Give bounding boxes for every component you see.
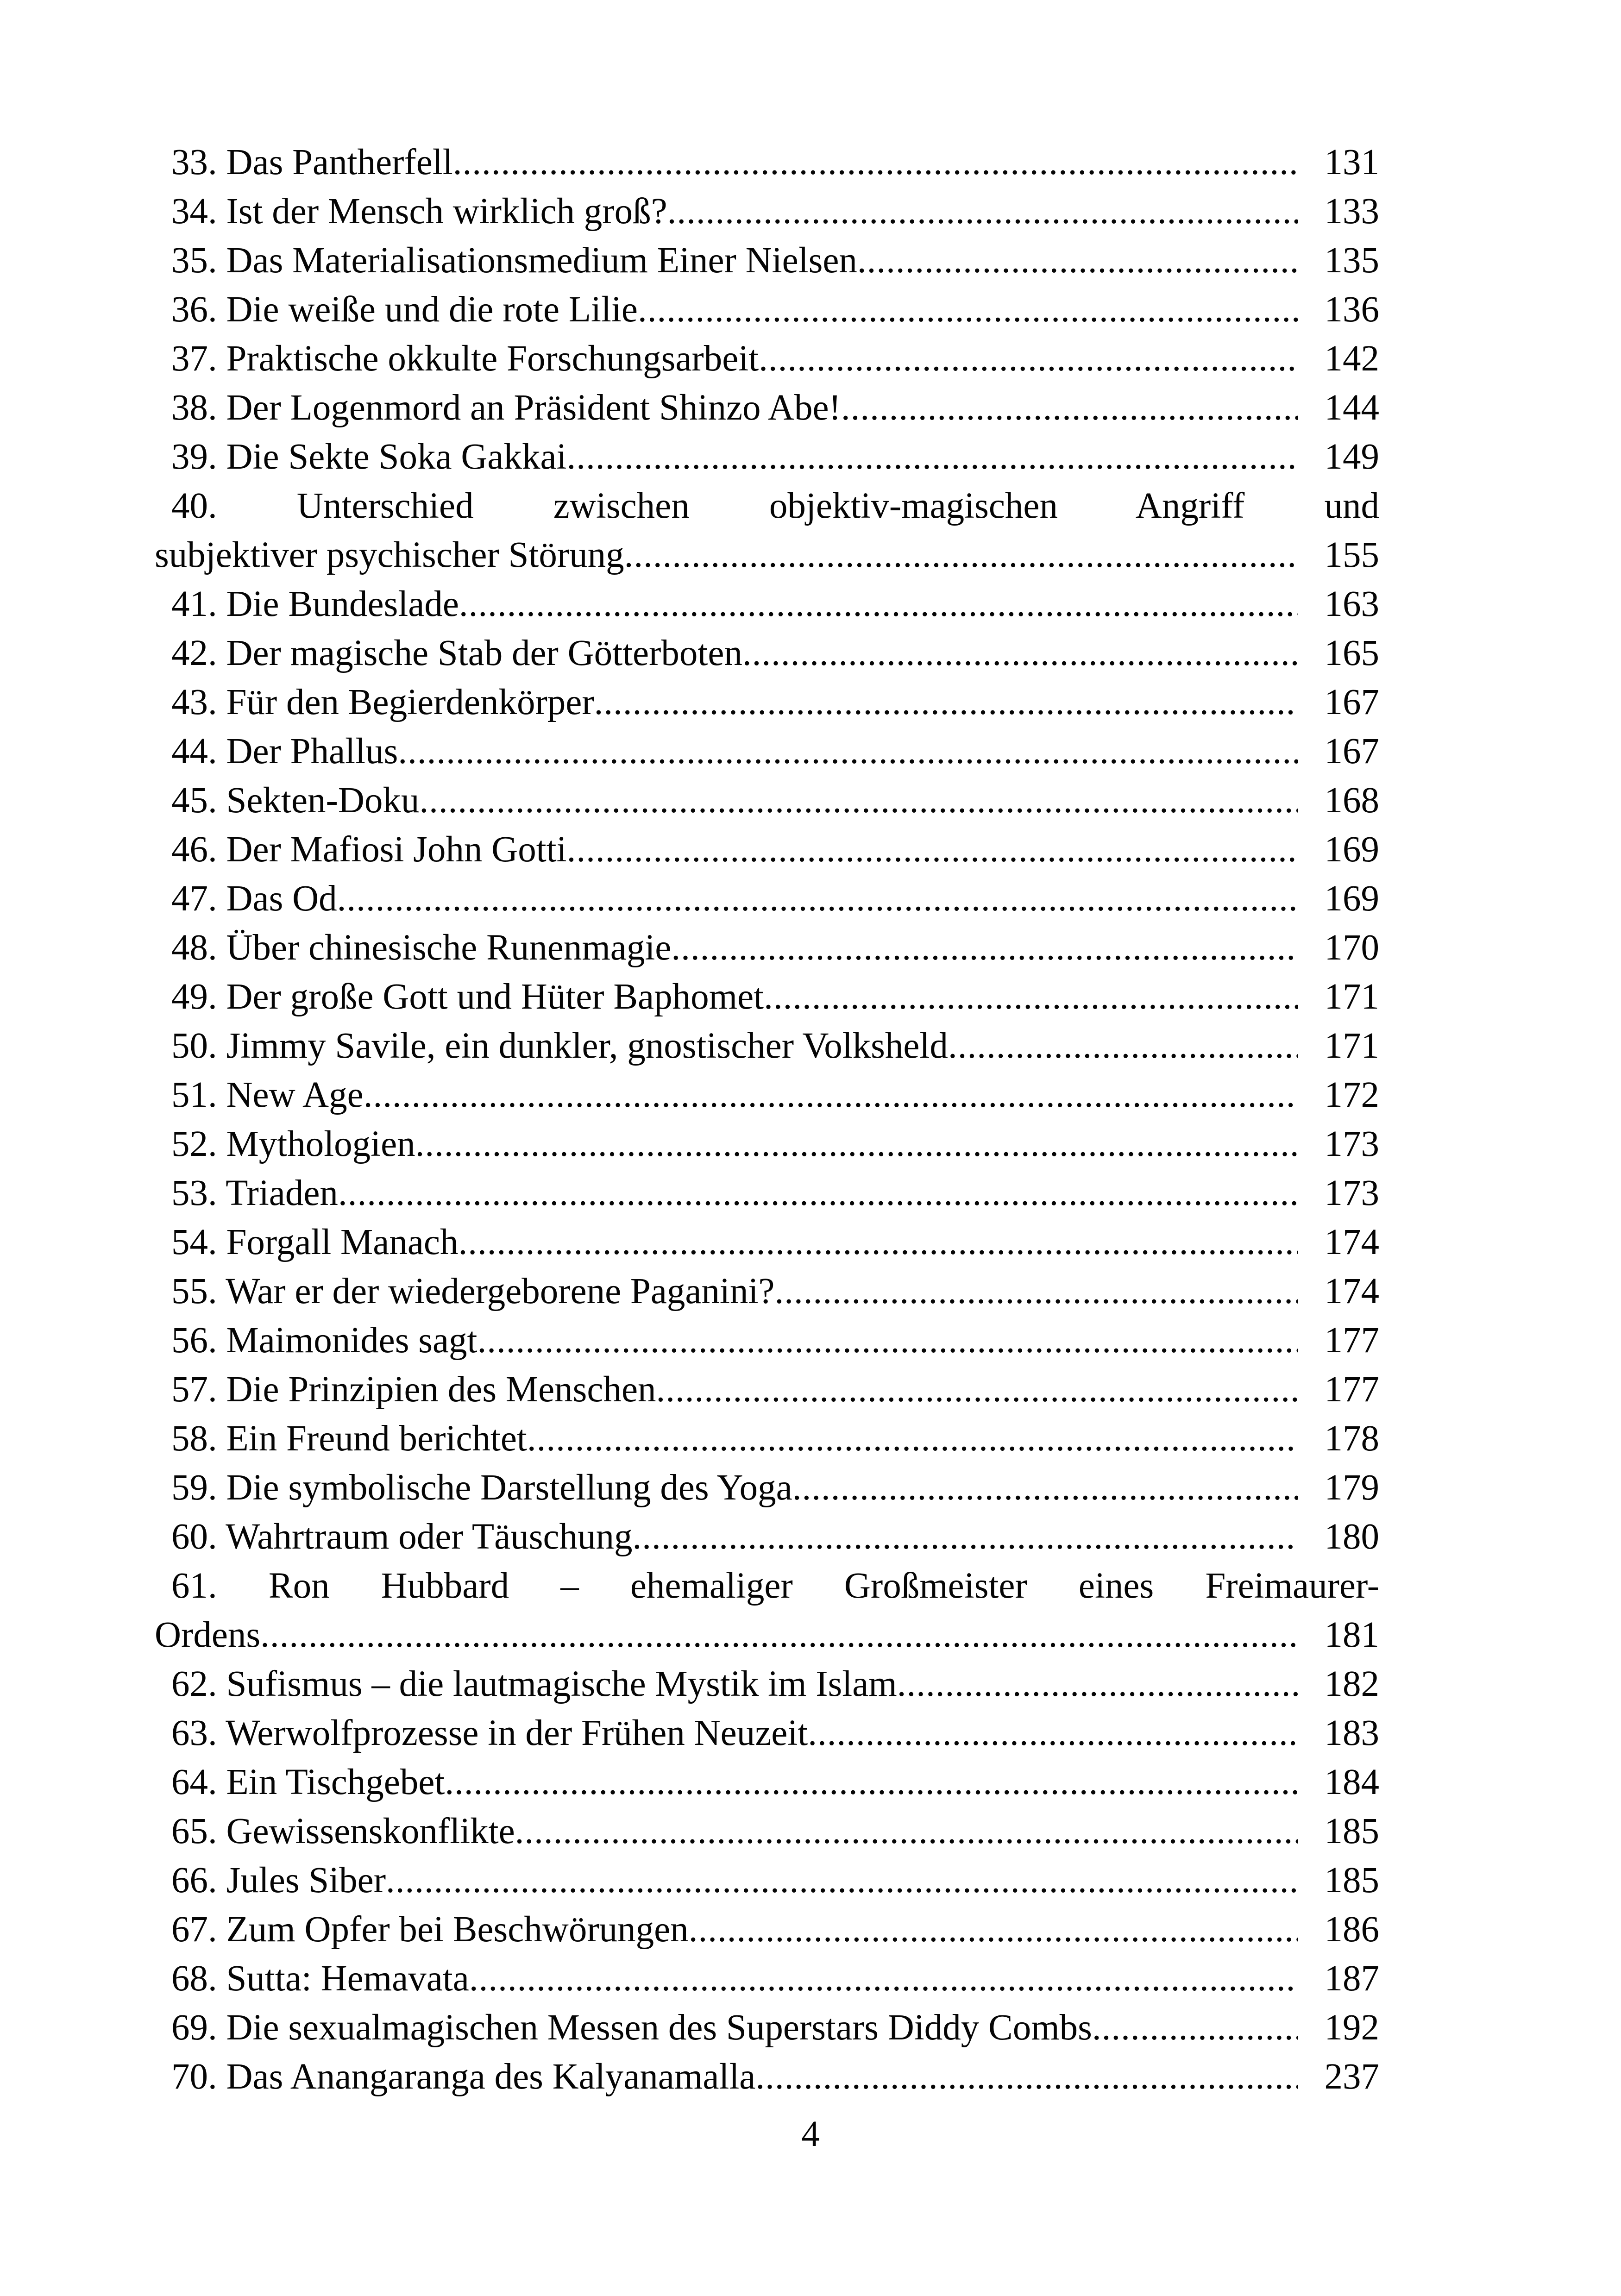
toc-entry bbox=[155, 678, 1379, 727]
toc-entry bbox=[155, 580, 1379, 629]
toc-entry-page: 172 bbox=[1324, 1075, 1379, 1115]
toc-entry bbox=[155, 874, 1379, 923]
toc-entry-label: 41. Die Bundeslade bbox=[171, 584, 459, 624]
toc-entry-label: 50. Jimmy Savile, ein dunkler, gnostischer Volksheld bbox=[171, 1026, 948, 1066]
dot-leader bbox=[515, 1807, 1298, 1856]
toc-entry bbox=[155, 1169, 1379, 1218]
toc-entry-label: 55. War er der wiedergeborene Paganini? bbox=[171, 1271, 775, 1311]
toc-entry bbox=[155, 1071, 1379, 1120]
dot-leader bbox=[671, 923, 1298, 972]
toc-entry bbox=[155, 825, 1379, 874]
toc-entry-page: 167 bbox=[1324, 731, 1379, 772]
toc-entry bbox=[155, 383, 1379, 433]
dot-leader bbox=[459, 580, 1298, 629]
toc-entry-label: 69. Die sexualmagischen Messen des Superstars Diddy Combs bbox=[171, 2007, 1092, 2048]
dot-leader bbox=[808, 1709, 1298, 1758]
dot-leader bbox=[638, 285, 1298, 334]
toc-entry-label-line1: 40. Unterschied zwischen objektiv-magischen Angriff und bbox=[171, 486, 1379, 526]
toc-entry bbox=[155, 1954, 1379, 2003]
toc-entry bbox=[155, 1709, 1379, 1758]
toc-entry bbox=[155, 972, 1379, 1022]
toc-entry-label: 70. Das Anangaranga des Kalyanamalla bbox=[171, 2057, 756, 2097]
dot-leader bbox=[567, 825, 1298, 874]
toc-entry-label: 33. Das Pantherfell bbox=[171, 142, 453, 182]
toc-entry-label: 42. Der magische Stab der Götterboten bbox=[171, 633, 742, 673]
toc-entry-label: 54. Forgall Manach bbox=[171, 1222, 459, 1262]
dot-leader bbox=[689, 1905, 1298, 1954]
toc-entry-page: 174 bbox=[1324, 1222, 1379, 1262]
toc-entry-page: 182 bbox=[1324, 1664, 1379, 1704]
toc-entry-continuation bbox=[155, 1611, 1379, 1660]
dot-leader bbox=[364, 1071, 1298, 1120]
dot-leader bbox=[656, 1365, 1298, 1414]
dot-leader bbox=[948, 1022, 1298, 1071]
toc-entry-page: 192 bbox=[1324, 2007, 1379, 2048]
toc-entry bbox=[155, 1807, 1379, 1856]
dot-leader bbox=[337, 874, 1298, 923]
toc-entry bbox=[155, 138, 1379, 187]
page-number-footer bbox=[0, 2110, 1621, 2159]
dot-leader bbox=[633, 1512, 1298, 1562]
toc-entry-page: 180 bbox=[1324, 1517, 1379, 1557]
toc-entry-label: 68. Sutta: Hemavata bbox=[171, 1958, 469, 1999]
dot-leader bbox=[897, 1660, 1298, 1709]
toc-entry-page: 177 bbox=[1324, 1369, 1379, 1410]
dot-leader bbox=[742, 629, 1298, 678]
toc-entry bbox=[155, 187, 1379, 236]
toc-entry-label: 63. Werwolfprozesse in der Frühen Neuzeit bbox=[171, 1713, 808, 1753]
toc-entry bbox=[155, 2003, 1379, 2052]
toc-entry-label: 58. Ein Freund berichtet bbox=[171, 1418, 527, 1459]
toc-entry-page: 178 bbox=[1324, 1418, 1379, 1459]
toc-entry-label-line2: Ordens bbox=[155, 1615, 261, 1655]
toc-entry-label: 64. Ein Tischgebet bbox=[171, 1762, 445, 1802]
toc-entry-page: 173 bbox=[1324, 1173, 1379, 1213]
toc-entry-page: 133 bbox=[1324, 191, 1379, 232]
toc-entry-page: 184 bbox=[1324, 1762, 1379, 1802]
toc-entry bbox=[155, 1022, 1379, 1071]
dot-leader bbox=[566, 433, 1298, 482]
dot-leader bbox=[624, 531, 1298, 580]
dot-leader bbox=[398, 727, 1298, 776]
toc-entry-page: 169 bbox=[1324, 829, 1379, 870]
toc-entry-page: 168 bbox=[1324, 780, 1379, 821]
toc-entry bbox=[155, 923, 1379, 972]
toc-entry bbox=[155, 1758, 1379, 1807]
toc-entry bbox=[155, 727, 1379, 776]
dot-leader bbox=[755, 2052, 1298, 2102]
toc-entry-label: 43. Für den Begierdenkörper bbox=[171, 682, 594, 722]
toc-entry-page: 163 bbox=[1324, 584, 1379, 624]
toc-entry-page: 155 bbox=[1324, 535, 1379, 575]
toc-entry-page: 131 bbox=[1324, 142, 1379, 182]
toc-entry-label: 57. Die Prinzipien des Menschen bbox=[171, 1369, 656, 1410]
toc-entry-page: 142 bbox=[1324, 339, 1379, 379]
toc-entry-page: 185 bbox=[1324, 1811, 1379, 1851]
toc-entry bbox=[155, 482, 1379, 580]
dot-leader bbox=[759, 334, 1298, 383]
toc-entry-page: 135 bbox=[1324, 240, 1379, 281]
toc-entry-label: 37. Praktische okkulte Forschungsarbeit bbox=[171, 339, 759, 379]
toc-entry-page: 136 bbox=[1324, 289, 1379, 330]
toc-entry-page: 171 bbox=[1324, 977, 1379, 1017]
toc-entry-label: 60. Wahrtraum oder Täuschung bbox=[171, 1517, 633, 1557]
toc-entry-page: 179 bbox=[1324, 1468, 1379, 1508]
toc-entry-label: 49. Der große Gott und Hüter Baphomet bbox=[171, 977, 764, 1017]
toc-entry bbox=[155, 2052, 1379, 2102]
toc-entry-page: 171 bbox=[1324, 1026, 1379, 1066]
toc-entry-label: 52. Mythologien bbox=[171, 1124, 415, 1164]
dot-leader bbox=[453, 138, 1298, 187]
toc-entry bbox=[155, 433, 1379, 482]
dot-leader bbox=[1092, 2003, 1298, 2052]
dot-leader bbox=[667, 187, 1298, 236]
toc-entry-label: 53. Triaden bbox=[171, 1173, 338, 1213]
dot-leader bbox=[594, 678, 1298, 727]
toc-entry bbox=[155, 285, 1379, 334]
toc-entry bbox=[155, 1660, 1379, 1709]
toc-entry-label-line1: 61. Ron Hubbard – ehemaliger Großmeister eines Freimaurer- bbox=[171, 1566, 1379, 1606]
toc-entry-page: 165 bbox=[1324, 633, 1379, 673]
dot-leader bbox=[419, 776, 1298, 825]
dot-leader bbox=[469, 1954, 1298, 2003]
dot-leader bbox=[841, 383, 1298, 433]
toc-entry-page: 170 bbox=[1324, 928, 1379, 968]
toc-entry-page: 167 bbox=[1324, 682, 1379, 722]
toc-entry-label: 59. Die symbolische Darstellung des Yoga bbox=[171, 1468, 792, 1508]
toc-entry bbox=[155, 1562, 1379, 1660]
toc-entry bbox=[155, 776, 1379, 825]
toc-entry bbox=[155, 334, 1379, 383]
toc-entry-page: 177 bbox=[1324, 1320, 1379, 1361]
toc-entry-page: 144 bbox=[1324, 388, 1379, 428]
toc-entry-label: 44. Der Phallus bbox=[171, 731, 398, 772]
toc-entry-page: 169 bbox=[1324, 878, 1379, 919]
toc-entry bbox=[155, 1512, 1379, 1562]
toc-entry-label: 56. Maimonides sagt bbox=[171, 1320, 478, 1361]
dot-leader bbox=[260, 1611, 1298, 1660]
toc-entry-page: 237 bbox=[1324, 2057, 1379, 2097]
toc-entry-label: 34. Ist der Mensch wirklich groß? bbox=[171, 191, 667, 232]
toc-entry bbox=[155, 1316, 1379, 1365]
toc-entry bbox=[155, 1267, 1379, 1316]
toc-entry bbox=[155, 629, 1379, 678]
toc-entry bbox=[155, 236, 1379, 285]
dot-leader bbox=[338, 1169, 1298, 1218]
toc-entry-page: 173 bbox=[1324, 1124, 1379, 1164]
dot-leader bbox=[764, 972, 1298, 1022]
dot-leader bbox=[386, 1856, 1298, 1905]
dot-leader bbox=[415, 1120, 1298, 1169]
toc-entry bbox=[155, 1463, 1379, 1512]
toc-entry bbox=[155, 1856, 1379, 1905]
toc-entry-label: 48. Über chinesische Runenmagie bbox=[171, 928, 672, 968]
toc-entry-page: 185 bbox=[1324, 1860, 1379, 1901]
dot-leader bbox=[445, 1758, 1298, 1807]
toc-entry-label: 66. Jules Siber bbox=[171, 1860, 386, 1901]
toc-entry-label: 38. Der Logenmord an Präsident Shinzo Abe! bbox=[171, 388, 841, 428]
toc-entry bbox=[155, 1414, 1379, 1463]
toc-entry-page: 149 bbox=[1324, 437, 1379, 477]
toc-entry-label: 36. Die weiße und die rote Lilie bbox=[171, 289, 638, 330]
dot-leader bbox=[477, 1316, 1298, 1365]
toc-entry-page: 174 bbox=[1324, 1271, 1379, 1311]
dot-leader bbox=[527, 1414, 1298, 1463]
toc-entry bbox=[155, 1120, 1379, 1169]
dot-leader bbox=[857, 236, 1298, 285]
toc-entry-label: 39. Die Sekte Soka Gakkai bbox=[171, 437, 567, 477]
toc-entry-label: 67. Zum Opfer bei Beschwörungen bbox=[171, 1909, 689, 1950]
toc-entry-continuation bbox=[155, 531, 1379, 580]
dot-leader bbox=[774, 1267, 1298, 1316]
toc-entry-page: 183 bbox=[1324, 1713, 1379, 1753]
dot-leader bbox=[458, 1218, 1298, 1267]
toc-entry-label: 62. Sufismus – die lautmagische Mystik im Islam bbox=[171, 1664, 897, 1704]
toc-entry-page: 187 bbox=[1324, 1958, 1379, 1999]
toc-entry-label: 51. New Age bbox=[171, 1075, 364, 1115]
page-number: 4 bbox=[801, 2114, 820, 2154]
toc-entry-label: 35. Das Materialisationsmedium Einer Nielsen bbox=[171, 240, 857, 281]
toc-entry bbox=[155, 1905, 1379, 1954]
toc-entry-page: 181 bbox=[1324, 1615, 1379, 1655]
table-of-contents bbox=[155, 138, 1379, 2102]
toc-entry-label: 65. Gewissenskonflikte bbox=[171, 1811, 515, 1851]
dot-leader bbox=[792, 1463, 1298, 1512]
toc-entry-page: 186 bbox=[1324, 1909, 1379, 1950]
toc-entry-label-line2: subjektiver psychischer Störung bbox=[155, 535, 624, 575]
toc-entry-label: 46. Der Mafiosi John Gotti bbox=[171, 829, 567, 870]
toc-entry bbox=[155, 1365, 1379, 1414]
toc-entry-label: 47. Das Od bbox=[171, 878, 337, 919]
toc-entry-label: 45. Sekten-Doku bbox=[171, 780, 420, 821]
toc-entry bbox=[155, 1218, 1379, 1267]
